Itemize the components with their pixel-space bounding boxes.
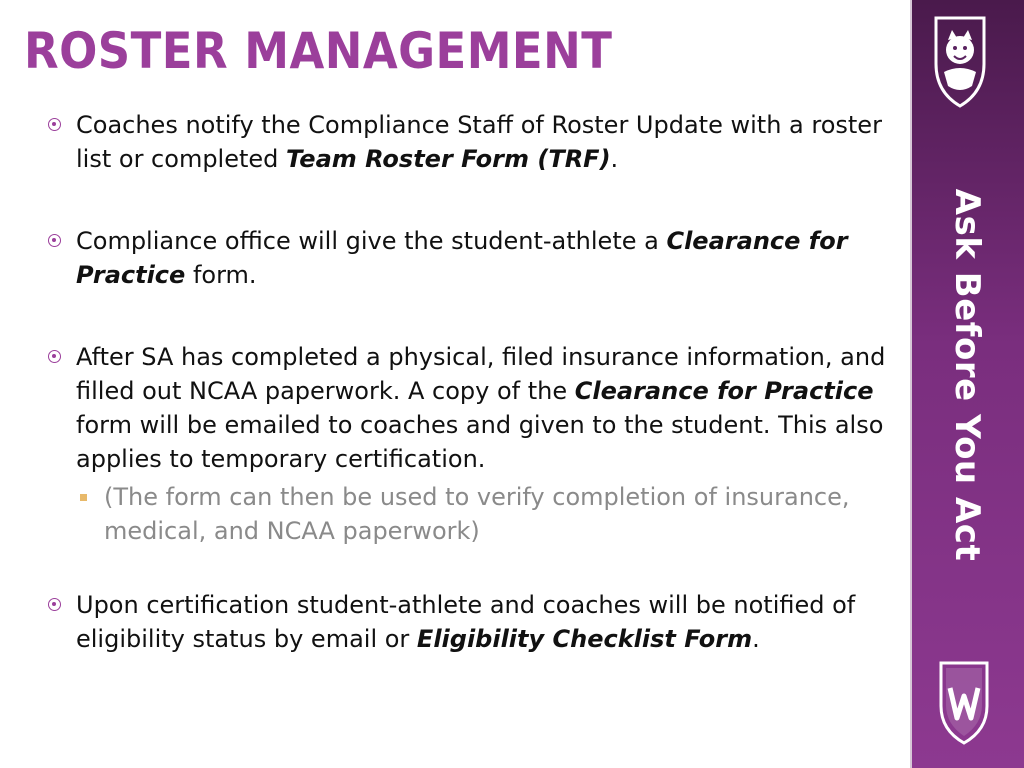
bullet-list <box>48 108 898 704</box>
bullet-emphasis: Clearance for Practice <box>76 227 848 289</box>
sidebar-tagline: Ask Before You Act <box>947 188 987 562</box>
wildcat-shield-logo <box>932 14 988 110</box>
sub-bullet-text: (The form can then be used to verify completion of insurance, medical, and NCAA paperwork) <box>104 483 850 545</box>
w-shield-logo <box>938 660 990 746</box>
circle-bullet-icon <box>48 234 61 247</box>
circle-bullet-icon <box>48 350 61 363</box>
bullet-item <box>48 340 898 548</box>
bullet-text: Coaches notify the Compliance Staff of Roster Update with a roster list or completed <box>76 111 882 173</box>
bullet-text-end: . <box>610 145 619 173</box>
bullet-text: Upon certification student-athlete and coaches will be notified of eligibility status by email or <box>76 591 856 653</box>
circle-bullet-icon <box>48 118 61 131</box>
bullet-text-end: form. <box>185 261 257 289</box>
bullet-item <box>48 588 898 656</box>
bullet-item <box>48 108 898 176</box>
bullet-text: Compliance office will give the student-athlete a <box>76 227 667 255</box>
sub-bullet-item <box>76 480 898 548</box>
bullet-emphasis: Clearance for Practice <box>574 377 874 405</box>
bullet-text: After SA has completed a physical, filed insurance information, and filled out NCAA paperwork. A copy of the <box>76 343 886 405</box>
bullet-emphasis: Team Roster Form (TRF) <box>286 145 611 173</box>
slide-title: ROSTER MANAGEMENT <box>24 22 613 80</box>
bullet-emphasis: Eligibility Checklist Form <box>416 625 753 653</box>
bullet-text-end: form will be emailed to coaches and given to the student. This also applies to temporary certification. <box>76 411 884 473</box>
square-bullet-icon <box>80 494 87 501</box>
circle-bullet-icon <box>48 598 61 611</box>
bullet-text-end: . <box>752 625 760 653</box>
bullet-item <box>48 224 898 292</box>
